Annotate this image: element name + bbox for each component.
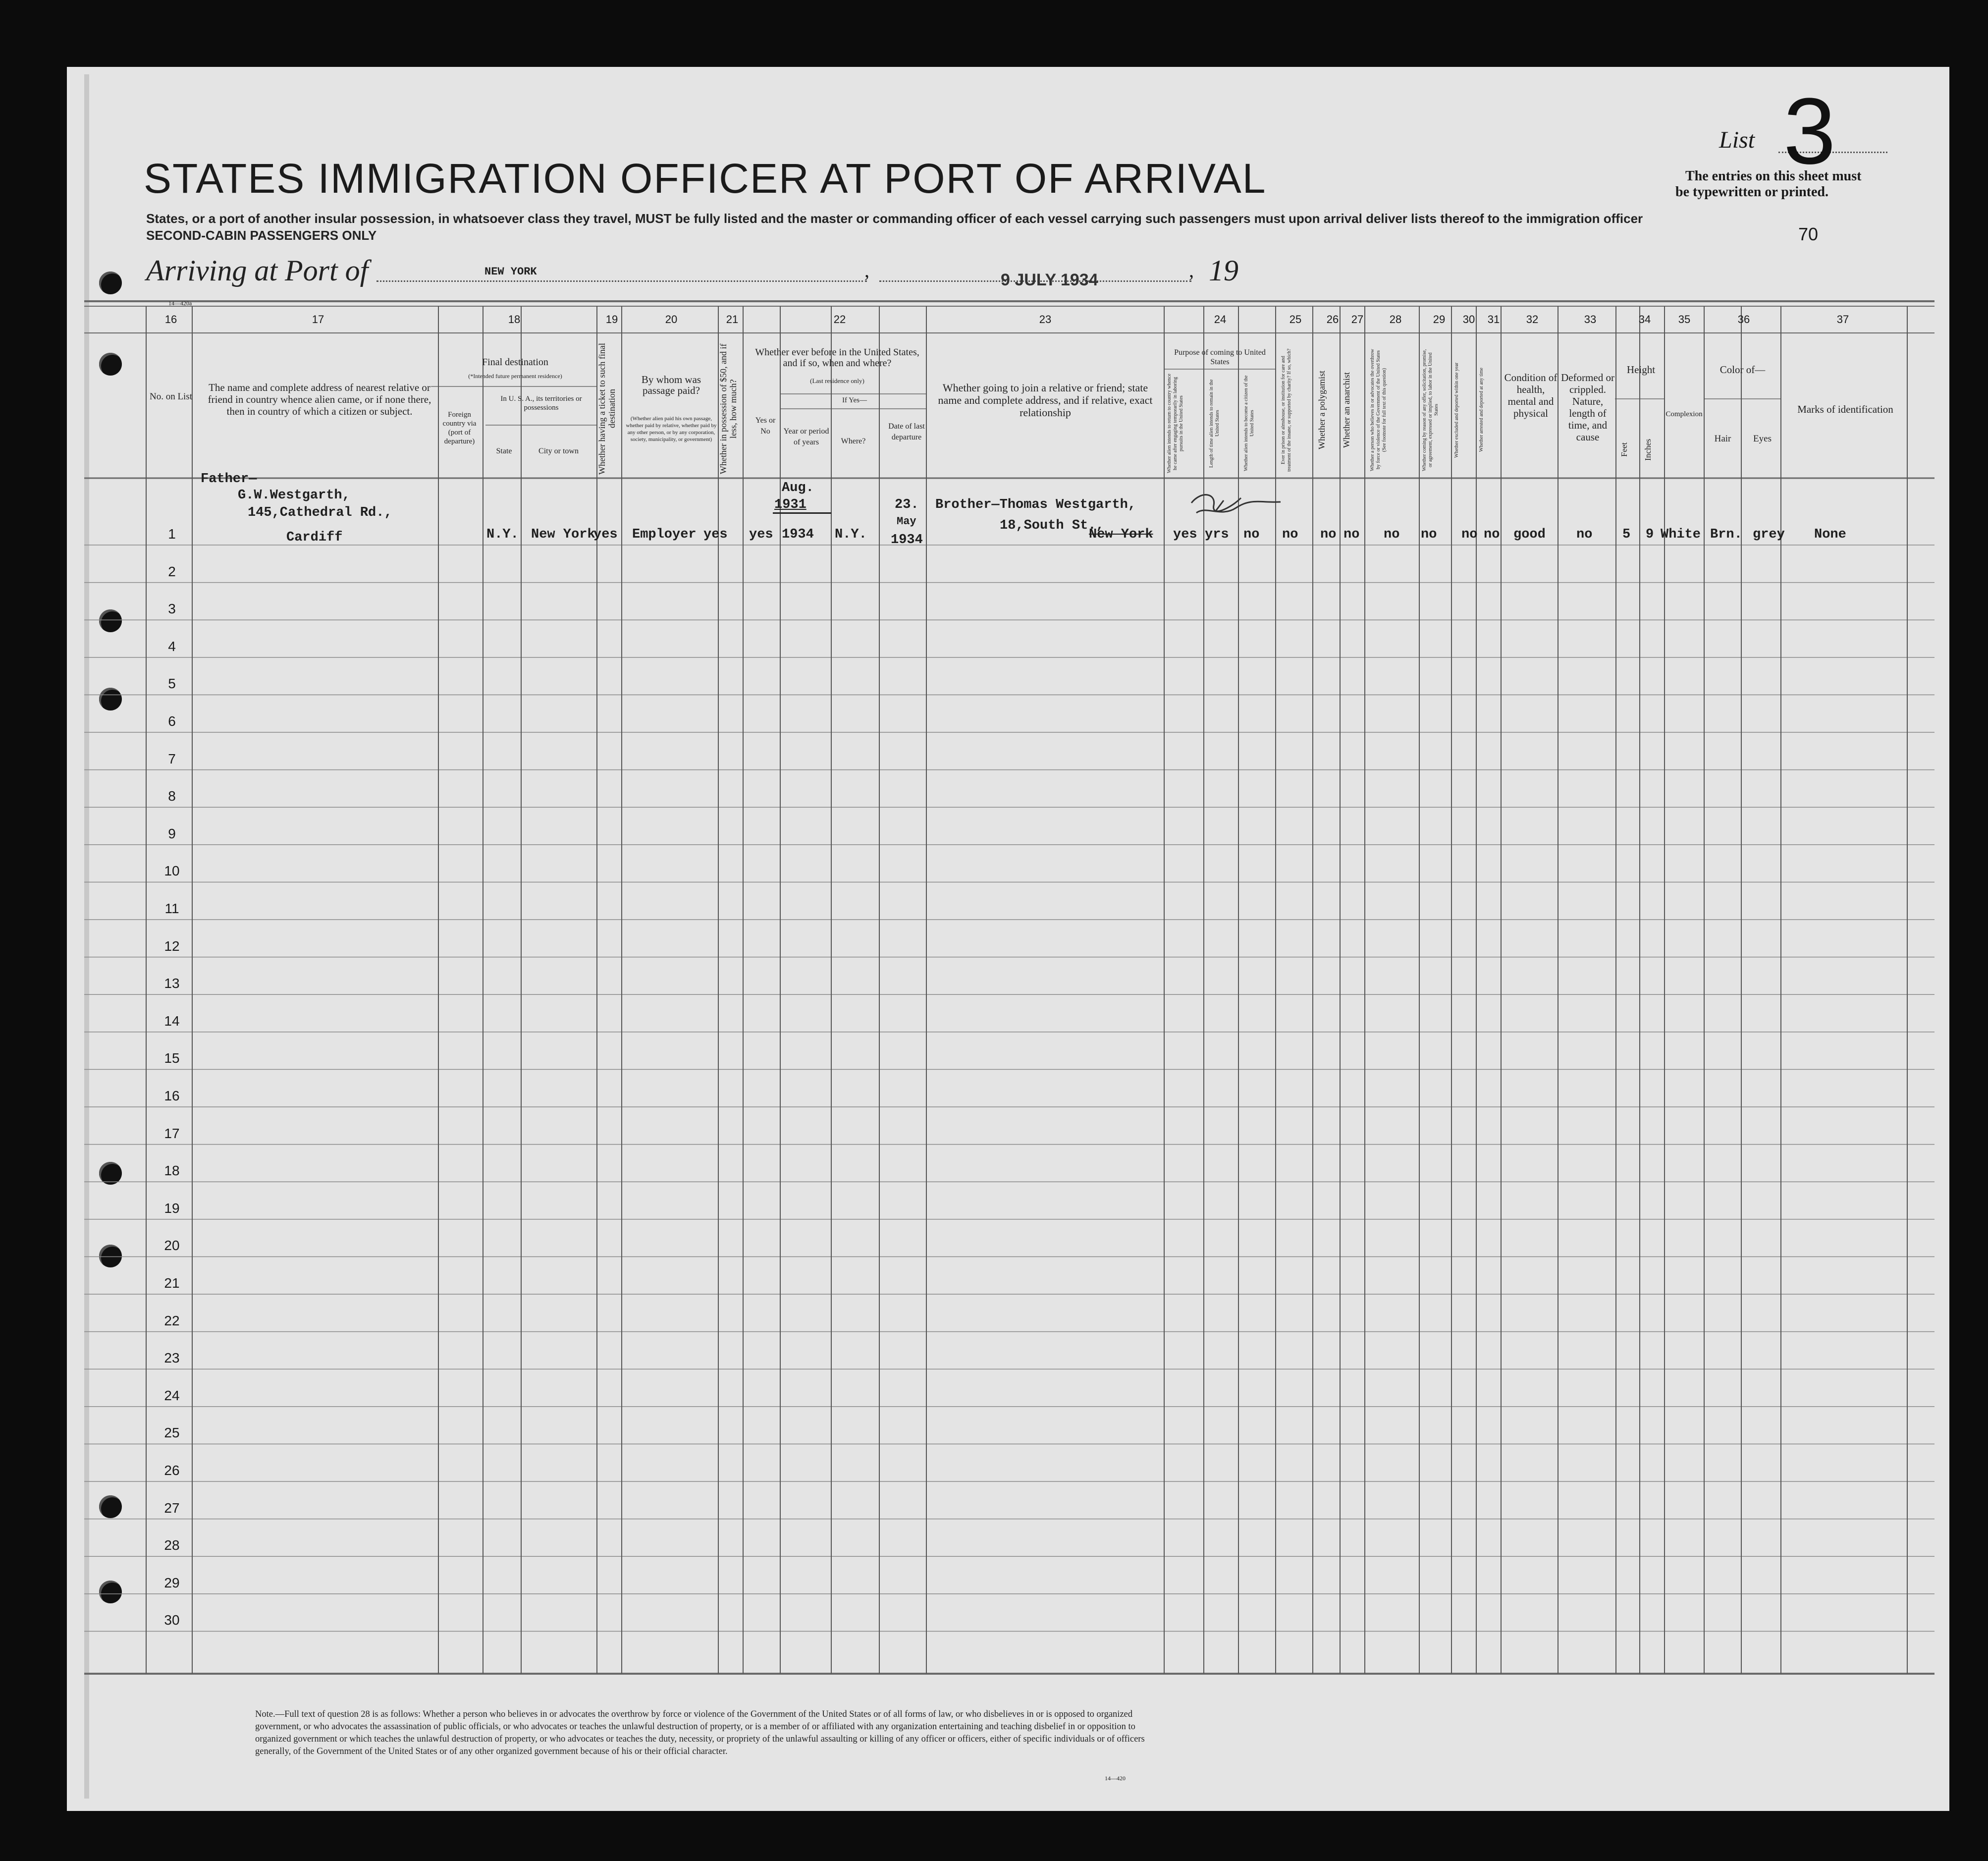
join-relative-name: Brother—Thomas Westgarth, bbox=[935, 497, 1136, 512]
handwritten-annotation bbox=[1186, 488, 1286, 523]
row-number: 24 bbox=[164, 1387, 180, 1403]
ticket-value: yes bbox=[593, 527, 618, 542]
row-number: 25 bbox=[164, 1425, 180, 1441]
row-number: 30 bbox=[164, 1612, 180, 1628]
health-value: good bbox=[1513, 527, 1546, 542]
arrested-value: no bbox=[1484, 527, 1500, 542]
column-number: 19 bbox=[605, 313, 618, 326]
header-state: State bbox=[496, 447, 512, 455]
row-number: 11 bbox=[164, 901, 179, 916]
header-anarchist: Whether an anarchist bbox=[1342, 372, 1351, 448]
header-passage-paid: By whom was passage paid? bbox=[641, 374, 701, 396]
length-stay-value: yrs bbox=[1205, 527, 1229, 542]
row-number: 5 bbox=[168, 676, 176, 692]
row-number: 26 bbox=[164, 1463, 180, 1478]
destination-city: New York bbox=[531, 527, 595, 542]
column-number: 22 bbox=[833, 313, 846, 326]
header-marks: Marks of identification bbox=[1797, 403, 1893, 415]
header-deformed: Deformed or crippled. Nature, length of time, and cause bbox=[1561, 372, 1614, 443]
intend-return-value: yes bbox=[1173, 527, 1197, 542]
header-in-usa: In U. S. A., its territories or possessions bbox=[500, 395, 582, 412]
paid-by-value: Employer bbox=[632, 527, 697, 542]
before-year-month: Aug. bbox=[782, 481, 814, 495]
complexion-value: White bbox=[1661, 527, 1701, 542]
header-health: Condition of health, mental and physical bbox=[1504, 372, 1558, 419]
footnote-form-code: 14—420 bbox=[1105, 1775, 1126, 1782]
row-number: 9 bbox=[168, 825, 176, 841]
header-before-in-us: Whether ever before in the United States, and if so, when and where? bbox=[755, 347, 919, 369]
hair-value: Brn. bbox=[1710, 527, 1742, 542]
column-number: 21 bbox=[726, 313, 739, 326]
header-excluded: Whether excluded and deported within one year bbox=[1454, 362, 1459, 458]
header-offer: Whether coming by reason of any offer, solicitation, promise, or agreement, expressed or implied, to labor in the United States bbox=[1422, 349, 1439, 471]
last-departure-month: May bbox=[897, 515, 916, 528]
header-purpose: Purpose of coming to United States bbox=[1174, 348, 1266, 366]
arrival-port: NEW YORK bbox=[484, 266, 537, 278]
row-number: 21 bbox=[164, 1275, 180, 1291]
join-relative-street: 18,South St., bbox=[1000, 518, 1104, 533]
row-number: 22 bbox=[164, 1313, 180, 1328]
row-number: 17 bbox=[164, 1125, 180, 1141]
date-stamp: 9 JULY 1934 bbox=[1001, 271, 1098, 289]
column-number: 23 bbox=[1039, 313, 1052, 326]
prison-value: no bbox=[1282, 527, 1298, 542]
header-hair: Hair bbox=[1714, 434, 1731, 444]
column-number: 28 bbox=[1389, 313, 1402, 326]
header-year: Year or period of years bbox=[783, 427, 829, 446]
cabin-class: SECOND-CABIN PASSENGERS ONLY bbox=[146, 228, 377, 243]
header-intend-return: Whether alien intends to return to country whence he came after engaging temporarily in laboring pursuits in the United States bbox=[1167, 374, 1184, 473]
column-number: 18 bbox=[508, 313, 521, 326]
entries-note: be typewritten or printed. bbox=[1675, 184, 1828, 200]
sheet-number: 70 bbox=[1798, 224, 1819, 244]
header-prison: Ever in prison or almshouse, or institution for care and treatment of the insane, or supported by charity? If so, which? bbox=[1281, 348, 1292, 472]
header-feet: Feet bbox=[1619, 442, 1629, 457]
column-number: 17 bbox=[312, 313, 324, 326]
column-number: 26 bbox=[1326, 313, 1339, 326]
header-where: Where? bbox=[841, 437, 866, 445]
row-number: 19 bbox=[164, 1200, 180, 1216]
relative-street: 145,Cathedral Rd., bbox=[248, 505, 392, 520]
footnote: Note.—Full text of question 28 is as follows: Whether a person who believes in or advocates the overthrow by force or violence of the Government of the United States or of all forms of law, or who disbelieves in or is opposed to organized government, or who advocates the assassination of public officials, or who advocates or teaches the unlawful destruction of property, or is a member of or affiliated with any organization entertaining and teaching disbelief in or opposition to organized government or which teaches the unlawful destruction of property, or who advocates or teaches the duty, necessity, or propriety of the unlawful assaulting or killing of any officer or officers, either of specific individuals or of officers generally, of the Government of the United States or of any other organized government because of his or their official character. bbox=[255, 1709, 1145, 1756]
row-number: 4 bbox=[168, 638, 176, 654]
row-number: 27 bbox=[164, 1500, 180, 1516]
header-length-stay: Length of time alien intends to remain in the United States bbox=[1209, 379, 1220, 468]
eyes-value: grey bbox=[1753, 527, 1785, 542]
column-number: 16 bbox=[164, 313, 177, 326]
row-number: 15 bbox=[164, 1050, 180, 1066]
column-number: 32 bbox=[1526, 313, 1539, 326]
row-number: 14 bbox=[164, 1013, 180, 1029]
row-number: 16 bbox=[164, 1088, 180, 1103]
column-number: 20 bbox=[665, 313, 678, 326]
overthrow-value: no bbox=[1384, 527, 1400, 542]
offer-value: no bbox=[1421, 527, 1437, 542]
anarchist-value: no bbox=[1343, 527, 1360, 542]
destination-state: N.Y. bbox=[486, 527, 519, 542]
header-foreign-country: Foreign country via (port of departure) bbox=[442, 411, 477, 445]
column-number: 27 bbox=[1351, 313, 1364, 326]
entries-note: The entries on this sheet must bbox=[1685, 168, 1862, 184]
join-relative-city: New York bbox=[1089, 527, 1153, 542]
header-complexion: Complexion bbox=[1666, 410, 1703, 418]
row-number: 20 bbox=[164, 1238, 180, 1254]
header-eyes: Eyes bbox=[1753, 434, 1772, 444]
year-prefix: 19 bbox=[1209, 254, 1238, 287]
column-number: 30 bbox=[1462, 313, 1475, 326]
list-number: 3 bbox=[1783, 79, 1836, 184]
row-number: 23 bbox=[164, 1350, 180, 1366]
marks-value: None bbox=[1814, 527, 1846, 542]
header-polygamist: Whether a polygamist bbox=[1317, 371, 1327, 449]
row-number: 1 bbox=[168, 526, 176, 542]
before-yes-no: yes bbox=[749, 527, 773, 542]
before-year-end: 1934 bbox=[782, 527, 814, 542]
before-year: 1931 bbox=[774, 497, 806, 512]
header-final-destination: Final destination bbox=[482, 357, 548, 368]
column-number: 36 bbox=[1737, 313, 1750, 326]
comma: , bbox=[1189, 259, 1194, 281]
row-number: 18 bbox=[164, 1163, 180, 1179]
year-underline bbox=[773, 512, 831, 514]
header-citizen: Whether alien intends to become a citizen of the United States bbox=[1243, 375, 1255, 472]
last-departure-day: 23. bbox=[895, 497, 919, 512]
form-subtitle: States, or a port of another insular possession, in whatsoever class they travel, MUST be fully listed and the master or commanding officer of each vessel carrying such passengers must upon arrival deliver lists thereof to the immigration officer bbox=[146, 211, 1643, 226]
height-inches: 9 bbox=[1646, 527, 1654, 542]
last-departure-year: 1934 bbox=[891, 533, 923, 547]
header-last-departure: Date of last departure bbox=[888, 422, 925, 441]
header-join-relative: Whether going to join a relative or friend; state name and complete address, and if relative, exact relationship bbox=[938, 382, 1153, 419]
header-final-destination-note: (*Intended future permanent residence) bbox=[468, 373, 562, 380]
column-number: 33 bbox=[1584, 313, 1597, 326]
form-code: 14—420a bbox=[168, 300, 192, 307]
comma: , bbox=[864, 259, 869, 281]
row-number: 12 bbox=[164, 938, 180, 954]
relative-city: Cardiff bbox=[286, 530, 343, 545]
row-number: 13 bbox=[164, 976, 180, 991]
column-number: 25 bbox=[1289, 313, 1302, 326]
header-if-yes: If Yes— bbox=[842, 396, 867, 404]
list-label: List bbox=[1719, 127, 1755, 153]
row-number: 28 bbox=[164, 1537, 180, 1553]
citizen-value: no bbox=[1243, 527, 1260, 542]
column-number: 34 bbox=[1638, 313, 1651, 326]
header-arrested: Whether arrested and deported at any time bbox=[1479, 368, 1484, 452]
excluded-value: no bbox=[1461, 527, 1478, 542]
header-inches: Inches bbox=[1643, 438, 1653, 461]
money-value: yes bbox=[703, 527, 728, 542]
header-city: City or town bbox=[538, 447, 579, 455]
column-number: 24 bbox=[1214, 313, 1227, 326]
header-passage-paid-note: (Whether alien paid his own passage, whether paid by relative, whether paid by any other person, or by any corporation, society, municipality, or government) bbox=[626, 416, 717, 442]
before-where: N.Y. bbox=[835, 527, 867, 542]
header-before-note: (Last residence only) bbox=[810, 377, 864, 384]
row-number: 7 bbox=[168, 751, 176, 766]
height-feet: 5 bbox=[1622, 527, 1631, 542]
header-height: Height bbox=[1626, 364, 1656, 376]
header-ticket: Whether having a ticket to such final destination bbox=[597, 343, 617, 475]
column-number: 37 bbox=[1836, 313, 1849, 326]
deformed-value: no bbox=[1576, 527, 1593, 542]
header-no-on-list: No. on List bbox=[149, 391, 193, 402]
header-money: Whether in possession of $50, and if less, how much? bbox=[718, 343, 738, 474]
row-number: 29 bbox=[164, 1575, 180, 1590]
arriving-label: Arriving at Port of bbox=[146, 254, 369, 287]
header-nearest-relative: The name and complete address of nearest relative or friend in country whence alien came, or if none there, then in country of which a citizen or subject. bbox=[208, 382, 431, 417]
relative-relationship: Father— bbox=[201, 472, 257, 487]
relative-name: G.W.Westgarth, bbox=[238, 488, 350, 503]
row-number: 10 bbox=[164, 863, 180, 879]
header-overthrow: Whether a person who believes in or advocates the overthrow by force or violence of the Government of the United States (See footnote for full text of this question) bbox=[1370, 349, 1387, 471]
column-number: 31 bbox=[1487, 313, 1500, 326]
header-color: Color of— bbox=[1719, 364, 1766, 376]
row-number: 3 bbox=[168, 601, 176, 617]
column-number: 29 bbox=[1433, 313, 1446, 326]
form-title: STATES IMMIGRATION OFFICER AT PORT OF ARRIVAL bbox=[144, 155, 1267, 202]
polygamist-value: no bbox=[1320, 527, 1337, 542]
row-number: 8 bbox=[168, 788, 176, 804]
row-number: 6 bbox=[168, 713, 176, 729]
header-yes-no: Yes or No bbox=[755, 416, 776, 436]
row-number: 2 bbox=[168, 563, 176, 579]
column-number: 35 bbox=[1678, 313, 1691, 326]
